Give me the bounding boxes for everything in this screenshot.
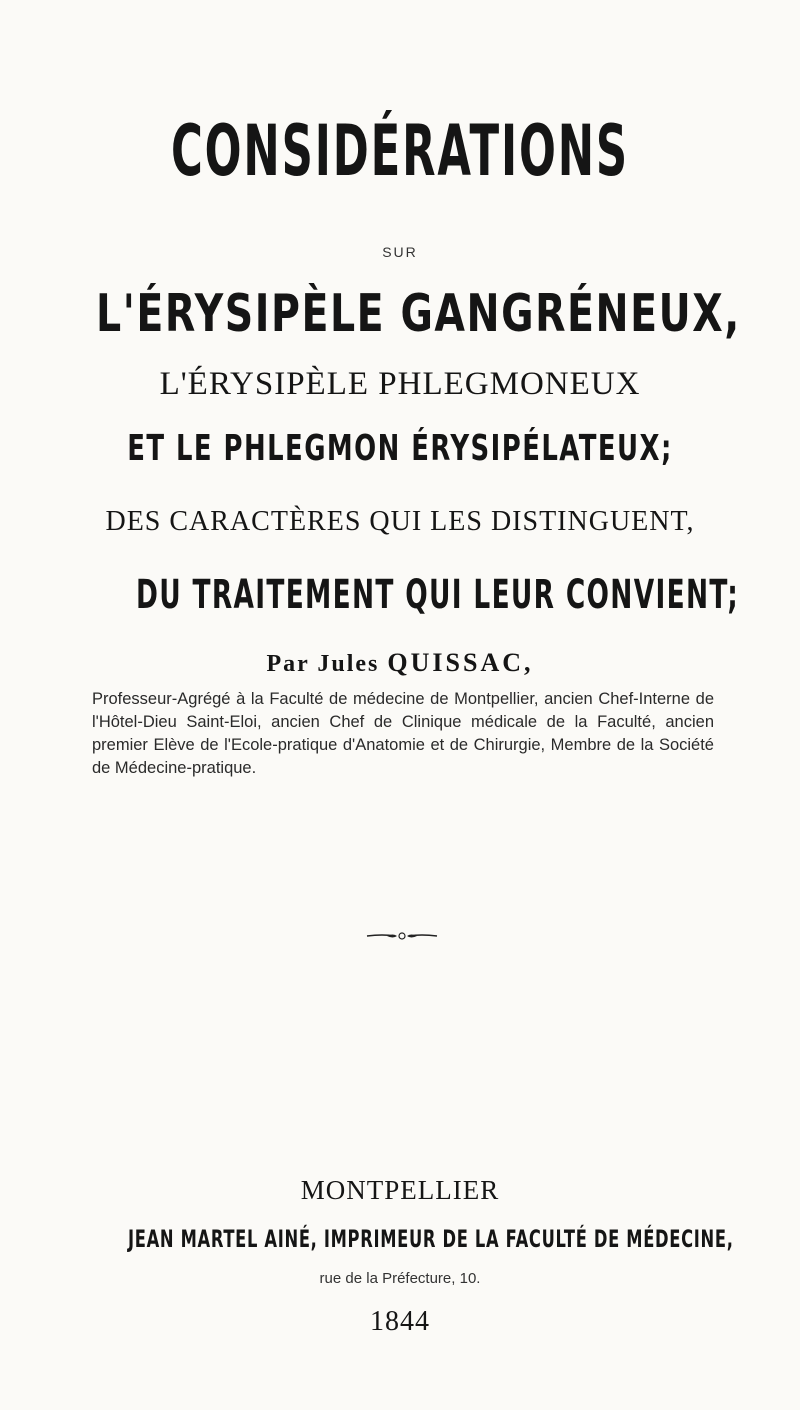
imprint-printer: JEAN MARTEL AINÉ, IMPRIMEUR DE LA FACULTÉ DE MÉDECINE, bbox=[128, 1225, 734, 1253]
main-title: CONSIDÉRATIONS bbox=[170, 110, 630, 192]
imprint-city: MONTPELLIER bbox=[300, 1175, 500, 1205]
author-by: Par bbox=[266, 651, 310, 677]
author-last-name: QUISSAC, bbox=[387, 648, 534, 677]
title-traitement: DU TRAITEMENT QUI LEUR CONVIENT; bbox=[136, 572, 740, 618]
imprint-address: rue de la Préfecture, 10. bbox=[319, 1270, 481, 1287]
imprint-year: 1844 bbox=[370, 1306, 430, 1337]
title-caracteres: DES CARACTÈRES QUI LES DISTINGUENT, bbox=[105, 506, 695, 537]
author-bio-text: Professeur-Agrégé à la Faculté de médecine de Montpellier, ancien Chef-Interne de l'Hôtel-Dieu Saint-Eloi, ancien Chef de Clinique médicale de la Faculté, ancien premier Elève de l'Ecole-pratique d'Anatomie et de Chirurgie, Membre de la Société de Médecine-pratique. bbox=[92, 690, 714, 777]
title-erysipele-gangreneux: L'ÉRYSIPÈLE GANGRÉNEUX, bbox=[96, 284, 741, 344]
divider-ornament-icon bbox=[365, 931, 439, 941]
author-line bbox=[0, 646, 800, 681]
title-erysipele-phlegmoneux: L'ÉRYSIPÈLE PHLEGMONEUX bbox=[159, 366, 641, 402]
author-first-name: Jules bbox=[317, 651, 380, 677]
author-bio bbox=[92, 688, 714, 780]
title-phlegmon-erysipelateux: ET LE PHLEGMON ÉRYSIPÉLATEUX; bbox=[127, 428, 673, 469]
subtitle-sur: SUR bbox=[382, 244, 418, 260]
